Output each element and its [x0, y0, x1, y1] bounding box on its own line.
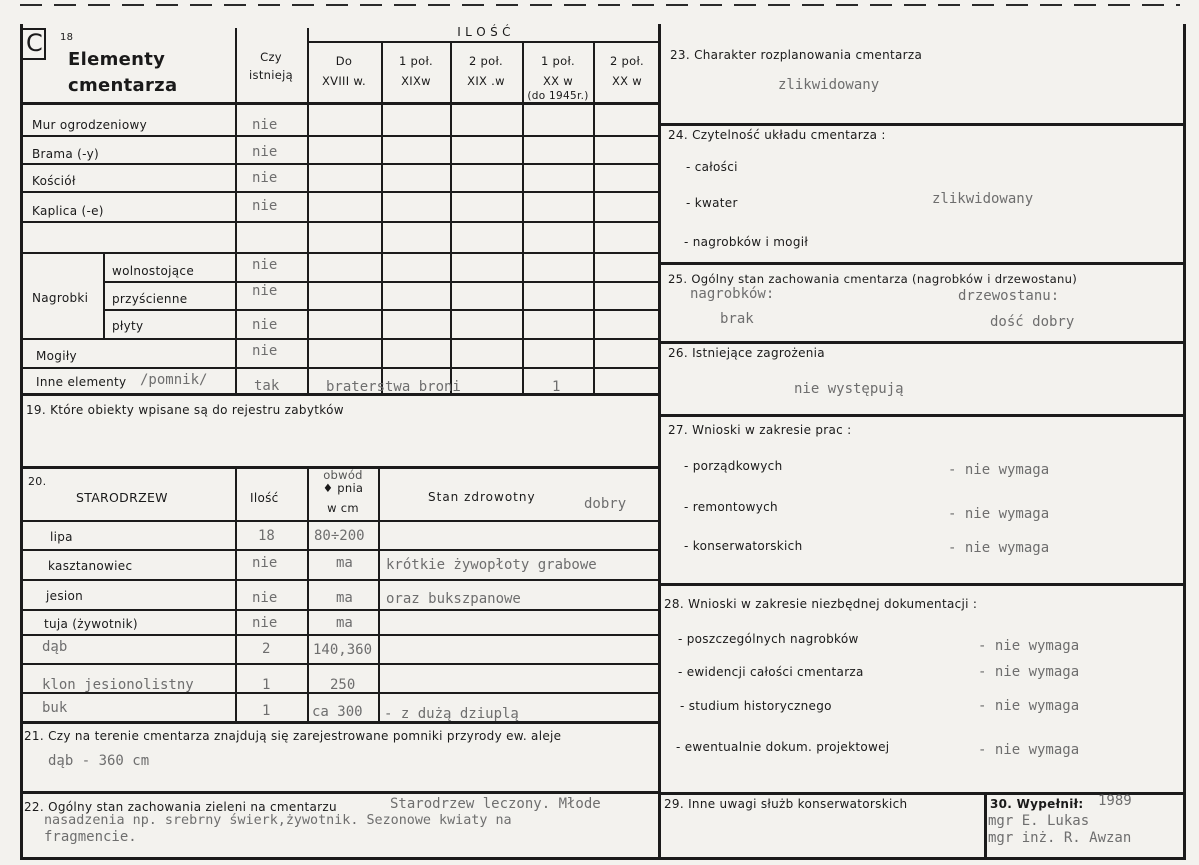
tree-obwod-7: ca 300: [312, 704, 363, 720]
tree-count-6: 1: [262, 677, 271, 693]
row-label-mur: Mur ogrodzeniowy: [32, 118, 147, 132]
section-28-value-2: - nie wymaga: [978, 664, 1080, 680]
row-value-mur: nie: [252, 117, 278, 133]
obwod-header-3: w cm: [327, 501, 359, 515]
row-value-kaplica: nie: [252, 198, 278, 214]
section-26-value: nie występują: [794, 381, 904, 397]
section-22-line-2: nasadzenia np. srebrny świerk,żywotnik. Sezonowe kwiaty na: [44, 813, 512, 828]
period-4-b: XX w: [542, 74, 574, 88]
period-2-b: XIXw: [401, 74, 431, 88]
mogily-value: nie: [252, 343, 278, 359]
section-30-person-2: mgr inż. R. Awzan: [988, 830, 1132, 846]
stan-value: dobry: [584, 496, 627, 512]
period-4-c: (do 1945r.): [527, 90, 589, 102]
section-22-label: 22. Ogólny stan zachowania zieleni na cmentarzu: [24, 800, 337, 814]
tree-count-4: nie: [252, 615, 278, 631]
section-28-value-3: - nie wymaga: [978, 698, 1080, 714]
ilosc-header: I L O Ś Ć: [457, 25, 511, 39]
section-28-item-4: - ewentualnie dokum. projektowej: [676, 740, 890, 754]
tree-name-7: buk: [42, 700, 68, 716]
section-25-key-2: drzewostanu:: [958, 288, 1060, 304]
section-28-item-1: - poszczególnych nagrobków: [678, 632, 859, 646]
left-border: [20, 24, 23, 860]
section-27-value-2: - nie wymaga: [948, 506, 1050, 522]
tree-obwod-3: ma: [336, 590, 353, 606]
nagrobki-label: Nagrobki: [32, 291, 89, 305]
section-28-item-2: - ewidencji całości cmentarza: [678, 665, 864, 679]
tree-obwod-5: 140,360: [313, 642, 373, 658]
section-28-value-4: - nie wymaga: [978, 742, 1080, 758]
section-25-value-2: dość dobry: [990, 314, 1075, 330]
stan-header: Stan zdrowotny: [428, 490, 536, 504]
section-24-value: zlikwidowany: [932, 191, 1034, 207]
tree-count-1: 18: [258, 528, 275, 544]
section-28-value-1: - nie wymaga: [978, 638, 1080, 654]
row-label-kosciol: Kościół: [32, 174, 76, 188]
section-30-year: 1989: [1098, 793, 1132, 809]
tree-name-5: dąb: [42, 639, 68, 655]
row-label-brama: Brama (-y): [32, 147, 99, 161]
tree-count-5: 2: [262, 641, 271, 657]
exists-header-1: Czy: [260, 50, 282, 64]
section-22-line-1: Starodrzew leczony. Młode: [390, 796, 601, 812]
nagrobki-value-2: nie: [252, 283, 278, 299]
mogily-label: Mogiły: [36, 349, 77, 363]
tree-obwod-1: 80÷200: [314, 528, 365, 544]
nagrobki-value-3: nie: [252, 317, 278, 333]
period-2-a: 1 poł.: [398, 54, 434, 68]
center-divider: [658, 24, 661, 860]
section-26-label: 26. Istniejące zagrożenia: [668, 346, 825, 360]
section-c-number: 18: [60, 32, 74, 43]
section-27-item-1: - porządkowych: [684, 459, 783, 473]
section-29-label: 29. Inne uwagi służb konserwatorskich: [664, 797, 908, 811]
ilosc-col-header: Ilość: [250, 491, 279, 505]
section-19-label: 19. Które obiekty wpisane są do rejestru zabytków: [26, 403, 344, 417]
section-21-value: dąb - 360 cm: [48, 753, 150, 769]
section-24-label: 24. Czytelność układu cmentarza :: [668, 128, 886, 142]
section-28-item-3: - studium historycznego: [680, 699, 832, 713]
obwod-header-1: obwód: [323, 468, 363, 482]
section-24-item-1: - całości: [686, 160, 738, 174]
nagrobki-row-3: płyty: [112, 319, 144, 333]
row-label-kaplica: Kaplica (-e): [32, 204, 104, 218]
period-5-a: 2 poł.: [609, 54, 645, 68]
period-4-a: 1 poł.: [540, 54, 576, 68]
tree-note-2: krótkie żywopłoty grabowe: [386, 557, 597, 573]
tree-count-7: 1: [262, 703, 271, 719]
section-22-line-3: fragmencie.: [44, 829, 137, 845]
tree-count-2: nie: [252, 555, 278, 571]
section-30-person-1: mgr E. Lukas: [988, 813, 1090, 829]
section-24-item-2: - kwater: [686, 196, 738, 210]
row-value-kosciol: nie: [252, 170, 278, 186]
section-27-value-1: - nie wymaga: [948, 462, 1050, 478]
tree-obwod-4: ma: [336, 615, 353, 631]
tree-name-6: klon jesionolistny: [42, 677, 194, 693]
inne-text: braterstwa broni: [326, 379, 461, 395]
section-23-value: zlikwidowany: [778, 77, 880, 93]
section-27-label: 27. Wnioski w zakresie prac :: [668, 423, 852, 437]
right-border: [1183, 24, 1186, 860]
perforation: [20, 4, 1180, 6]
period-3-b: XIX .w: [467, 74, 505, 88]
tree-note-3: oraz bukszpanowe: [386, 591, 521, 607]
inne-count: 1: [552, 379, 561, 395]
tree-count-3: nie: [252, 590, 278, 606]
period-1-b: XVIII w.: [322, 74, 366, 88]
section-27-item-2: - remontowych: [684, 500, 778, 514]
section-27-value-3: - nie wymaga: [948, 540, 1050, 556]
row-value-brama: nie: [252, 144, 278, 160]
nagrobki-row-1: wolnostojące: [112, 264, 195, 278]
section-28-label: 28. Wnioski w zakresie niezbędnej dokumentacji :: [664, 597, 978, 611]
obwod-header-2: ♦ pnia: [322, 481, 364, 495]
tree-name-3: jesion: [46, 589, 84, 603]
inne-value: tak: [254, 378, 280, 394]
tree-obwod-2: ma: [336, 555, 353, 571]
section-21-label: 21. Czy na terenie cmentarza znajdują się zarejestrowane pomniki przyrody ew. aleje: [24, 729, 562, 743]
section-25-key-1: nagrobków:: [690, 286, 775, 302]
section-c-title-2: cmentarza: [68, 75, 178, 96]
tree-obwod-6: 250: [330, 677, 356, 693]
section-c-letter: C: [26, 29, 44, 57]
tree-name-4: tuja (żywotnik): [44, 617, 138, 631]
section-27-item-3: - konserwatorskich: [684, 539, 803, 553]
exists-header-2: istnieją: [249, 68, 293, 82]
nagrobki-row-2: przyścienne: [112, 292, 188, 306]
inne-typed: /pomnik/: [140, 372, 208, 388]
inne-label: Inne elementy: [36, 375, 127, 389]
tree-name-1: lipa: [50, 530, 73, 544]
section-c-title-1: Elementy: [68, 49, 166, 70]
starodrzew-header: STARODRZEW: [76, 490, 168, 505]
period-3-a: 2 poł.: [468, 54, 504, 68]
period-5-b: XX w: [611, 74, 643, 88]
period-1-a: Do: [335, 54, 353, 68]
section-30-label: 30. Wypełnił:: [990, 797, 1084, 811]
tree-note-7: - z dużą dziuplą: [384, 706, 519, 722]
tree-name-2: kasztanowiec: [48, 559, 133, 573]
section-25-label: 25. Ogólny stan zachowania cmentarza (nagrobków i drzewostanu): [668, 272, 1078, 286]
section-24-item-3: - nagrobków i mogił: [684, 235, 809, 249]
section-23-label: 23. Charakter rozplanowania cmentarza: [670, 48, 923, 62]
bottom-border: [20, 857, 1186, 860]
nagrobki-value-1: nie: [252, 257, 278, 273]
section-20-number: 20.: [28, 475, 47, 488]
section-25-value-1: brak: [720, 311, 754, 327]
